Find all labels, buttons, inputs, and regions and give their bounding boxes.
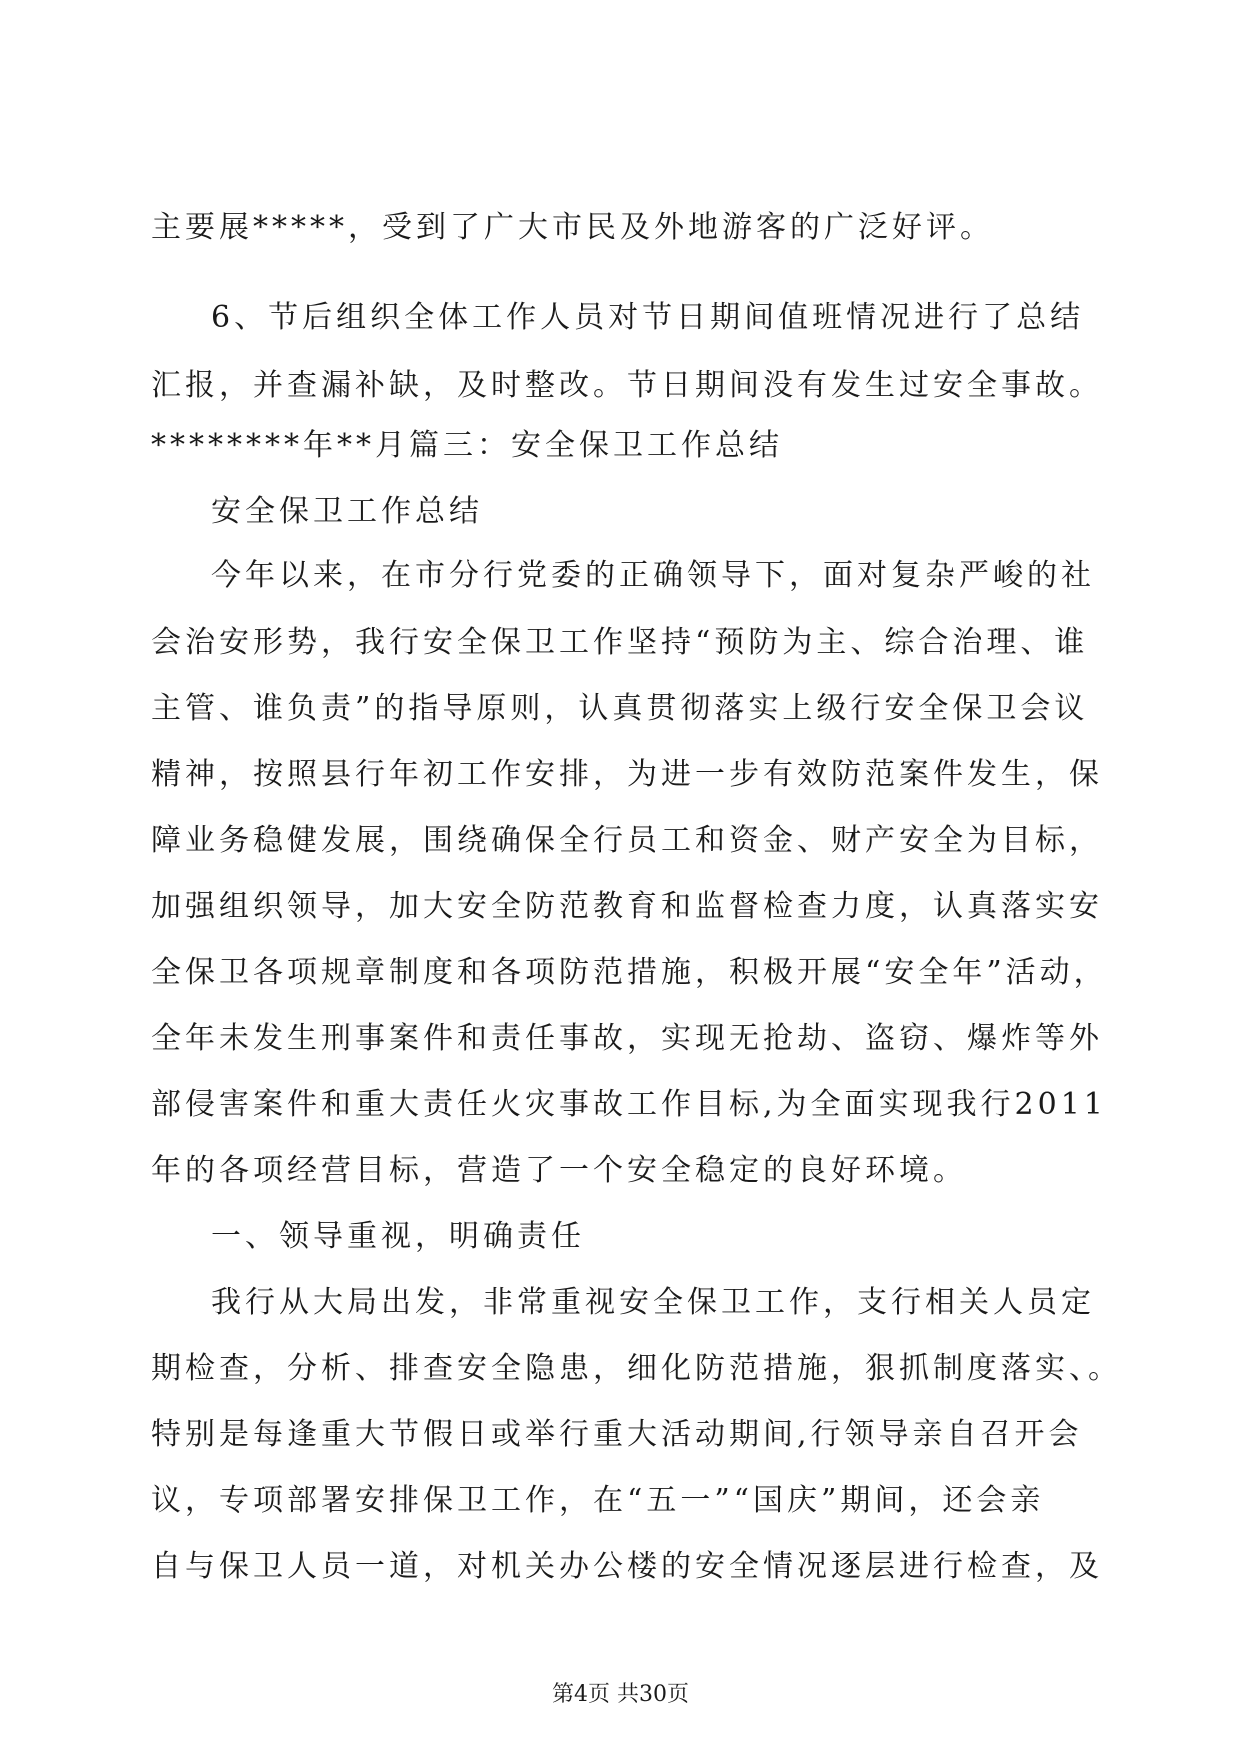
body-text-line: 全年未发生刑事案件和责任事故，实现无抢劫、盗窃、爆炸等外 <box>151 1021 1103 1056</box>
body-text-line: 精神，按照县行年初工作安排，为进一步有效防范案件发生，保 <box>151 757 1103 792</box>
body-text-line: 自与保卫人员一道，对机关办公楼的安全情况逐层进行检查，及 <box>151 1549 1103 1584</box>
body-text-line: 6、节后组织全体工作人员对节日期间值班情况进行了总结 <box>211 300 1085 335</box>
body-text-line: 主要展*****，受到了广大市民及外地游客的广泛好评。 <box>151 210 994 245</box>
body-text-line: 会治安形势，我行安全保卫工作坚持“预防为主、综合治理、谁 <box>151 625 1089 660</box>
body-text-line: 全保卫各项规章制度和各项防范措施，积极开展“安全年”活动， <box>151 955 1108 990</box>
body-text-line: 加强组织领导，加大安全防范教育和监督检查力度，认真落实安 <box>151 889 1103 924</box>
section-title: 安全保卫工作总结 <box>211 494 483 529</box>
page-number-footer: 第4页 共30页 <box>552 1682 689 1707</box>
body-text-line: 部侵害案件和重大责任火灾事故工作目标,为全面实现我行2011 <box>151 1087 1107 1122</box>
body-text-line: 年的各项经营目标，营造了一个安全稳定的良好环境。 <box>151 1153 967 1188</box>
body-text-line: 主管、谁负责”的指导原则，认真贯彻落实上级行安全保卫会议 <box>151 691 1089 726</box>
subsection-heading: 一、领导重视，明确责任 <box>211 1219 585 1254</box>
body-text-line: 议，专项部署安排保卫工作，在“五一”“国庆”期间，还会亲 <box>151 1483 1045 1518</box>
body-text-line: 今年以来，在市分行党委的正确领导下，面对复杂严峻的社 <box>211 558 1095 593</box>
body-text-line: 期检查，分析、排查安全隐患，细化防范措施，狠抓制度落实、。 <box>151 1351 1122 1386</box>
body-text-line: 特别是每逢重大节假日或举行重大活动期间,行领导亲自召开会 <box>151 1417 1083 1452</box>
body-text-line: 我行从大局出发，非常重视安全保卫工作，支行相关人员定 <box>211 1285 1095 1320</box>
body-text-line: 障业务稳健发展，围绕确保全行员工和资金、财产安全为目标， <box>151 823 1103 858</box>
section-heading: ********年**月篇三：安全保卫工作总结 <box>151 428 783 463</box>
body-text-line: 汇报，并查漏补缺，及时整改。节日期间没有发生过安全事故。 <box>151 368 1103 403</box>
